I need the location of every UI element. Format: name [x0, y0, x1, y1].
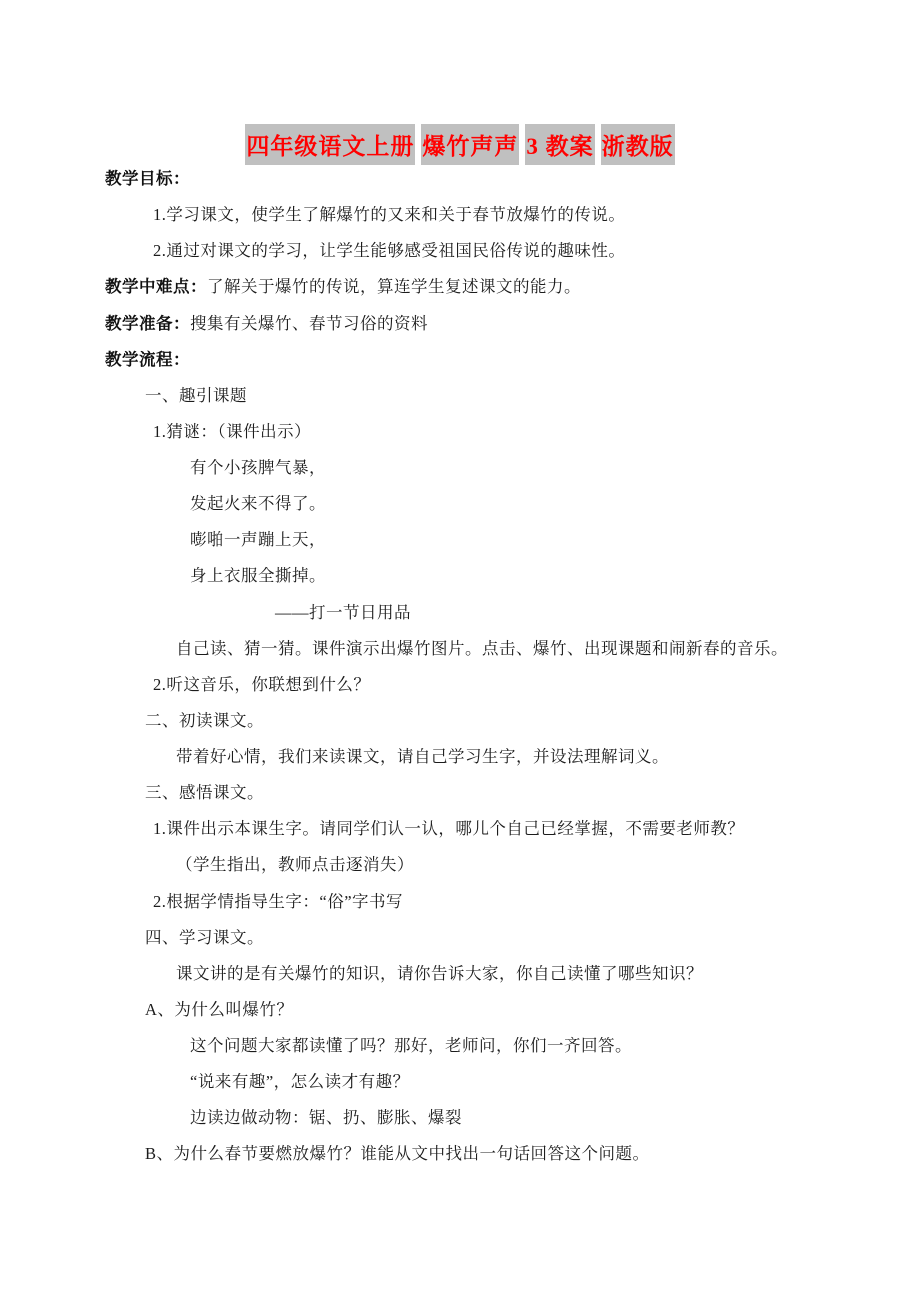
doc-line	[0, 1064, 920, 1100]
line-text: ——打一节日用品	[275, 602, 411, 622]
doc-line-riddle	[0, 486, 920, 522]
doc-line	[0, 847, 920, 883]
title-segment: 四年级语文上册	[245, 124, 415, 165]
line-text: 有个小孩脾气暴，	[190, 458, 326, 477]
line-text: 带着好心情，我们来读课文，请自己学习生字，并设法理解词义。	[176, 747, 669, 766]
doc-line-process-header	[0, 342, 920, 378]
line-text: （学生指出，教师点击逐消失）	[176, 855, 414, 875]
doc-line	[0, 920, 920, 956]
doc-line	[0, 1100, 920, 1136]
doc-line	[0, 667, 920, 703]
doc-line-teaching-goals-header	[0, 161, 920, 197]
line-text: 1.猜谜：（课件出示）	[153, 421, 312, 441]
document-body	[0, 161, 920, 1173]
doc-line	[0, 956, 920, 992]
section-label: 教学流程：	[105, 349, 190, 369]
line-text: 二、初读课文。	[145, 710, 264, 730]
doc-line	[0, 884, 920, 920]
line-text: 2.通过对课文的学习，让学生能够感受祖国民俗传说的趣味性。	[153, 241, 626, 261]
line-text: 发起火来不得了。	[190, 494, 326, 514]
line-text: 身上衣服全撕掉。	[190, 566, 326, 586]
title-segment: 浙教版	[601, 124, 675, 165]
doc-line	[0, 739, 920, 775]
doc-line	[0, 775, 920, 811]
line-text: 嘭啪一声蹦上天，	[190, 530, 326, 550]
line-text: A、为什么叫爆竹？	[145, 999, 294, 1019]
doc-line-riddle	[0, 522, 920, 558]
line-text: 四、学习课文。	[145, 927, 264, 947]
doc-line	[0, 631, 920, 667]
line-text: 2.根据学情指导生字：“俗”字书写	[153, 891, 404, 911]
doc-line	[0, 1028, 920, 1064]
line-text: B、为什么春节要燃放爆竹？谁能从文中找出一句话回答这个问题。	[145, 1144, 650, 1164]
title-segment: 爆竹声声	[421, 124, 519, 165]
doc-line-preparation-header	[0, 306, 920, 342]
line-text: 自己读、猜一猜。课件演示出爆竹图片。点击、爆竹、出现课题和闹新春的音乐。	[176, 638, 788, 658]
line-text: “说来有趣”，怎么读才有趣？	[190, 1072, 410, 1092]
section-label: 教学中难点：	[105, 277, 207, 297]
doc-line-question-b	[0, 1136, 920, 1172]
section-label: 教学准备：	[105, 313, 190, 333]
doc-line-question-a	[0, 992, 920, 1028]
line-text: 这个问题大家都读懂了吗？那好，老师问，你们一齐回答。	[190, 1036, 632, 1055]
document-title	[0, 124, 920, 165]
doc-line	[0, 197, 920, 233]
line-text: 1.学习课文，使学生了解爆竹的又来和关于春节放爆竹的传说。	[153, 205, 626, 225]
section-label: 教学目标：	[105, 169, 190, 188]
doc-line-riddle	[0, 450, 920, 486]
doc-line	[0, 378, 920, 414]
doc-line-riddle-answer-hint	[0, 595, 920, 631]
doc-line	[0, 703, 920, 739]
line-text: 三、感悟课文。	[145, 783, 264, 803]
line-text: 搜集有关爆竹、春节习俗的资料	[190, 313, 428, 333]
doc-line-riddle	[0, 558, 920, 594]
doc-line	[0, 811, 920, 847]
line-text: 一、趣引课题	[145, 385, 247, 405]
title-segment: 3 教案	[525, 124, 594, 165]
doc-line	[0, 414, 920, 450]
line-text: 边读边做动物：锯、扔、膨胀、爆裂	[190, 1108, 462, 1128]
doc-line	[0, 233, 920, 269]
line-text: 2.听这音乐，你联想到什么？	[153, 674, 371, 694]
line-text: 了解关于爆竹的传说，算连学生复述课文的能力。	[207, 277, 581, 297]
line-text: 课文讲的是有关爆竹的知识，请你告诉大家，你自己读懂了哪些知识？	[176, 963, 703, 983]
line-text: 1.课件出示本课生字。请同学们认一认，哪儿个自己已经掌握，不需要老师教？	[153, 819, 745, 839]
doc-line-key-points-header	[0, 269, 920, 305]
